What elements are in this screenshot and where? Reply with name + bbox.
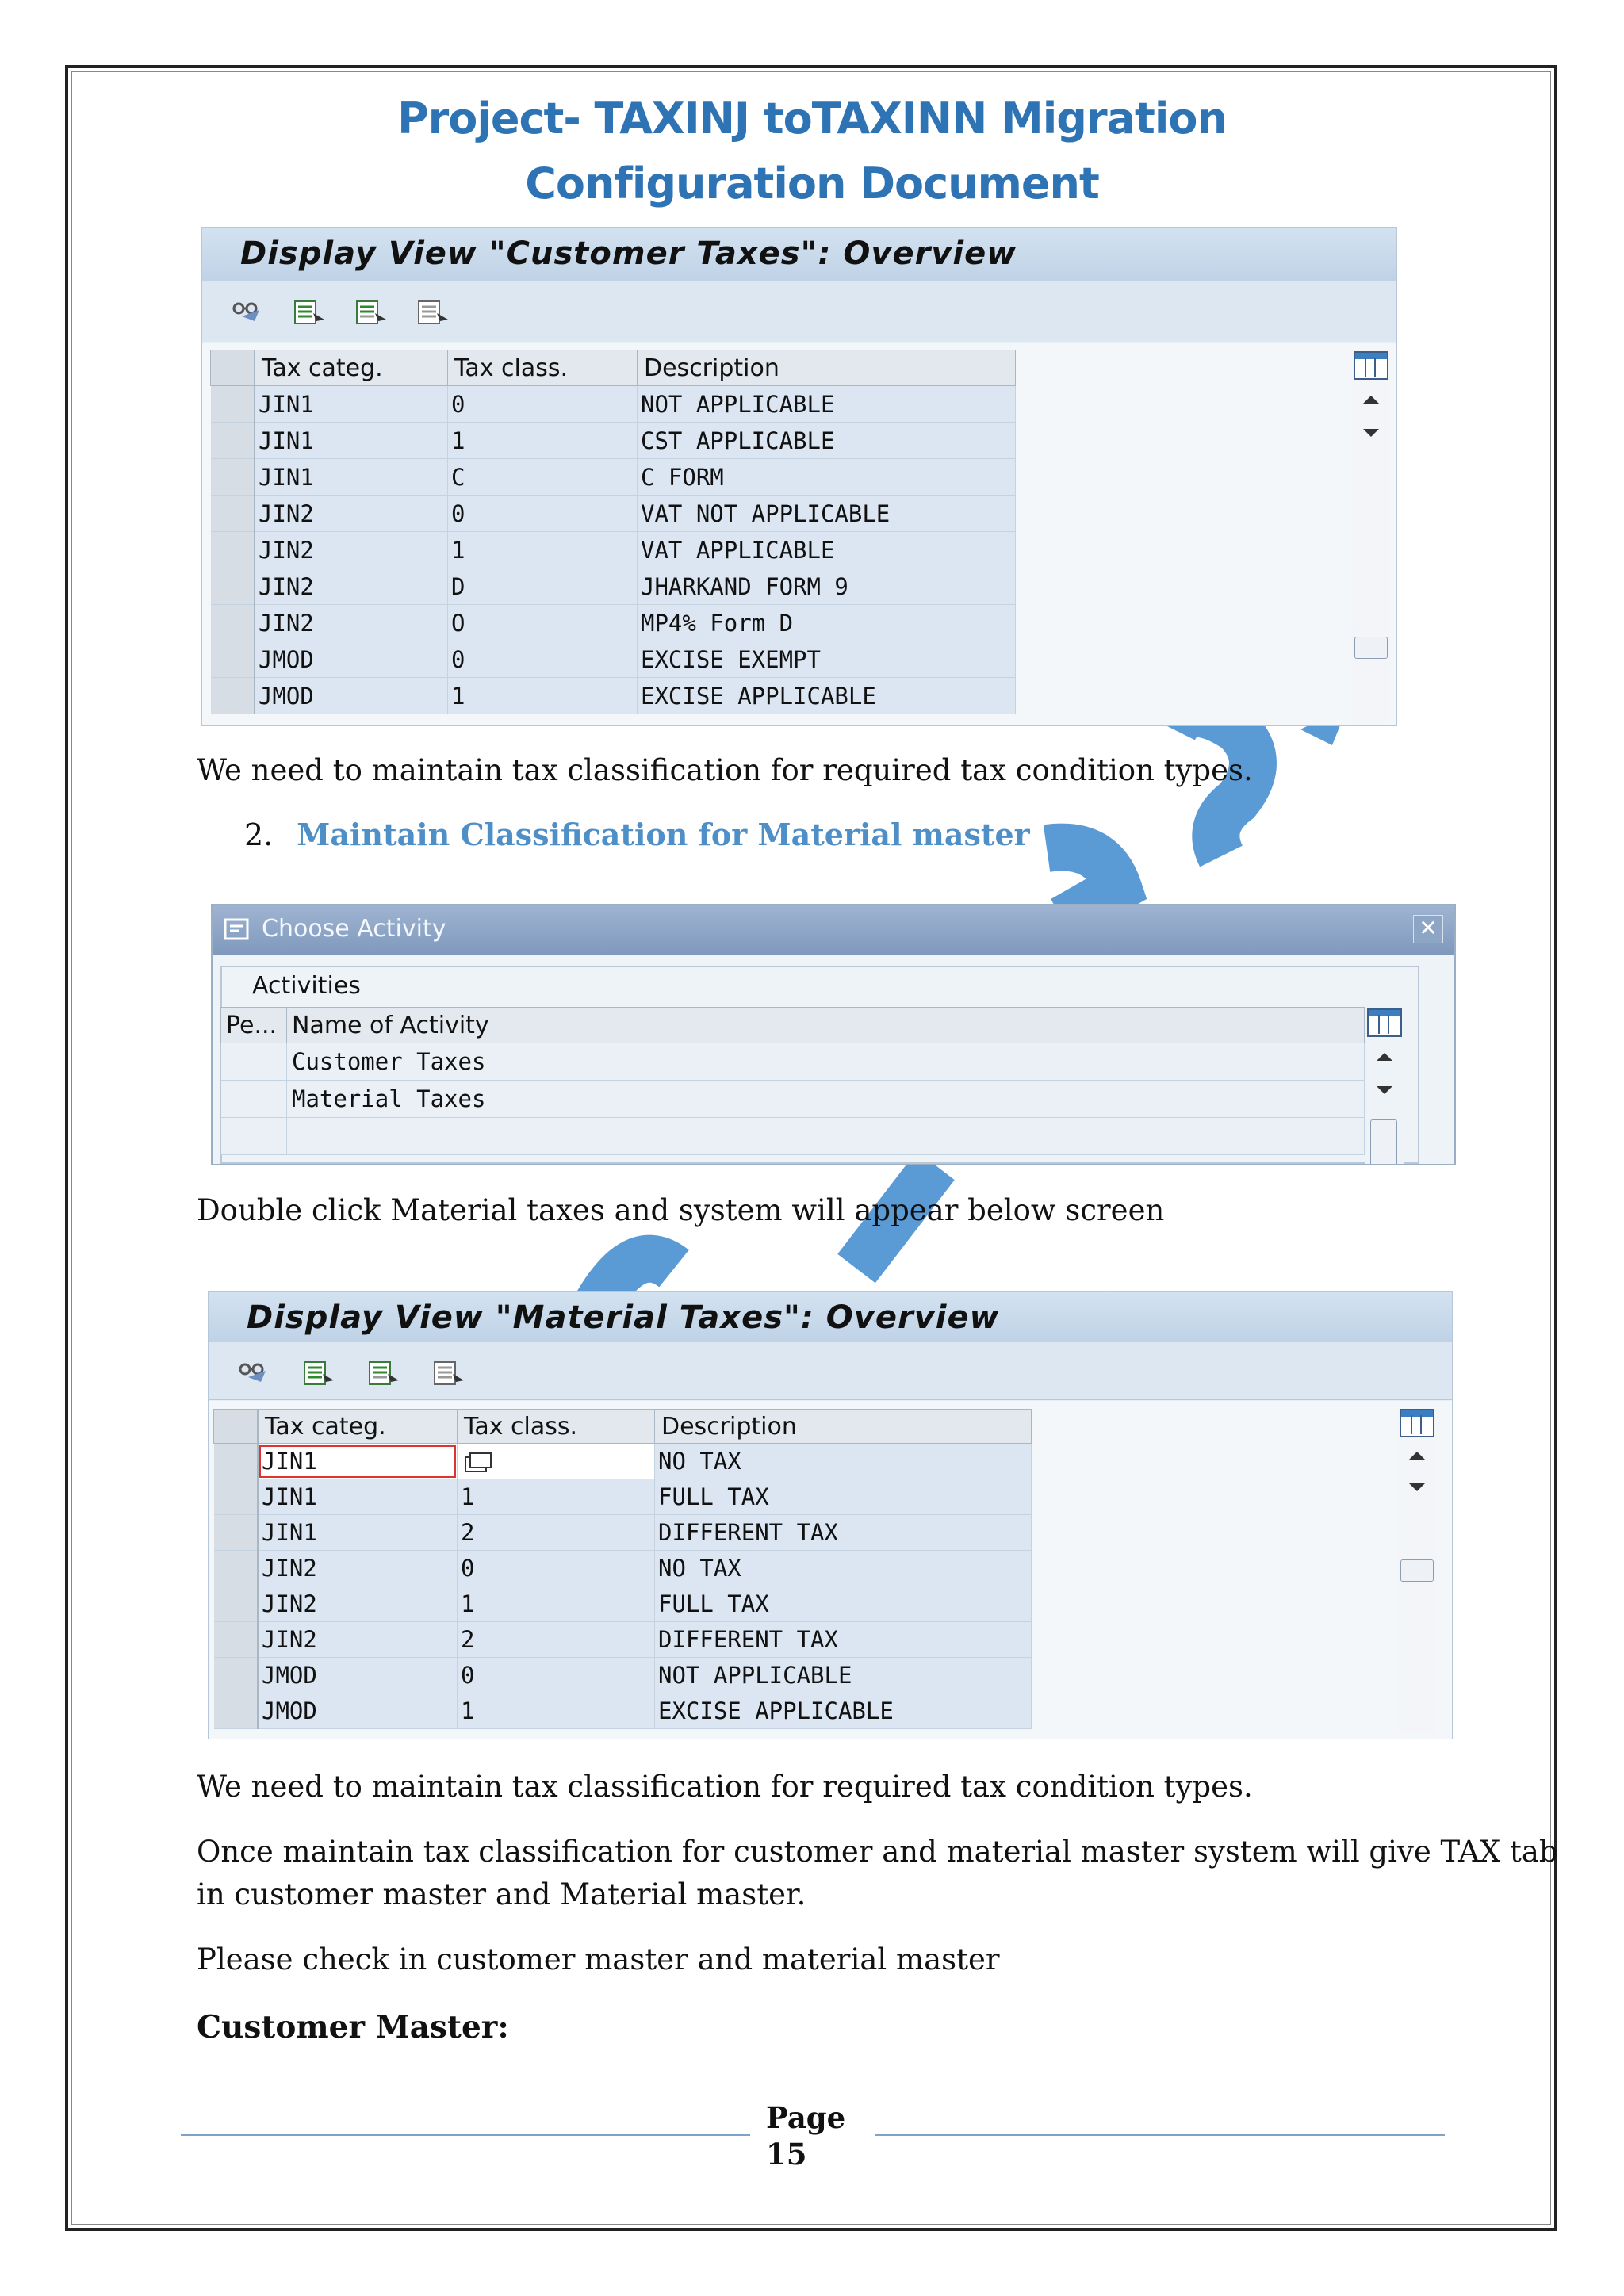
cell-tax-class: O [448,605,638,641]
table-row[interactable] [211,496,1016,532]
cell-tax-categ: JIN2 [255,532,448,568]
page-label: Page [766,2100,846,2135]
select-all-icon[interactable] [293,299,326,326]
scrollbar-thumb[interactable] [1370,1119,1397,1165]
table-area [209,1401,1452,1739]
paragraph: We need to maintain tax classification for required tax condition types. [197,1770,1253,1804]
cell-tax-categ: JIN2 [255,496,448,532]
paragraph-line: Once maintain tax classification for customer and material master system will give TAX tab [197,1835,1558,1869]
cell-tax-categ: JMOD [255,678,448,714]
table-row[interactable] [214,1551,1032,1586]
table-header-row [221,1008,1365,1043]
customer-taxes-table [210,350,1016,714]
cell-pe [221,1081,287,1118]
screen-title: Display View "Material Taxes": Overview [247,1299,1000,1336]
column-header-tax-categ[interactable]: Tax categ. [258,1410,458,1444]
cell-tax-class: 0 [448,641,638,678]
column-config-icon[interactable] [1400,1409,1434,1437]
cell-tax-class: C [448,459,638,496]
cell-tax-categ: JIN2 [258,1551,458,1586]
table-area [202,343,1396,725]
application-toolbar [202,281,1396,342]
row-selector[interactable] [211,568,255,605]
row-selector[interactable] [211,605,255,641]
close-icon[interactable]: ✕ [1413,915,1443,943]
document-title: Project- TAXINJ toTAXINN Migration [397,94,1227,144]
footer-rule-left [181,2134,750,2136]
cell-description: NO TAX [655,1551,1032,1586]
row-selector[interactable] [211,641,255,678]
scrollbar-thumb[interactable] [1400,1559,1434,1582]
table-row[interactable] [211,386,1016,423]
cell-description: DIFFERENT TAX [655,1515,1032,1551]
column-header-pe[interactable]: Pe... [221,1008,287,1043]
table-row[interactable] [214,1515,1032,1551]
row-selector[interactable] [214,1693,259,1729]
material-taxes-table [213,1409,1032,1729]
cell-description: NO TAX [655,1444,1032,1479]
cell-tax-categ: JIN2 [255,568,448,605]
page-number-value: 15 [766,2137,807,2172]
document-subtitle: Configuration Document [525,159,1099,209]
row-selector[interactable] [214,1515,259,1551]
choose-activity-dialog [211,904,1456,1165]
cell-description: FULL TAX [655,1479,1032,1515]
row-selector[interactable] [211,459,255,496]
footer-rule-right [875,2134,1445,2136]
row-selector[interactable] [214,1479,259,1515]
screen-title-bar [202,228,1396,282]
cell-tax-categ: JMOD [258,1658,458,1693]
customer-master-heading: Customer Master: [197,2009,509,2045]
cell-description: DIFFERENT TAX [655,1622,1032,1658]
table-header-row [214,1410,1032,1444]
row-selector[interactable] [211,386,255,423]
row-selector[interactable] [211,532,255,568]
cell-description: FULL TAX [655,1586,1032,1622]
screen-title: Display View "Customer Taxes": Overview [240,235,1017,272]
column-header-tax-class[interactable]: Tax class. [458,1410,655,1444]
column-header-description[interactable]: Description [655,1410,1032,1444]
cell-description: EXCISE EXEMPT [638,641,1016,678]
scroll-up-icon[interactable] [1363,396,1379,404]
column-header-tax-categ[interactable]: Tax categ. [255,350,448,386]
cell-tax-class: D [448,568,638,605]
row-selector[interactable] [211,678,255,714]
cell-tax-class: 0 [458,1658,655,1693]
cell-tax-categ: JIN2 [255,605,448,641]
table-row[interactable] [211,641,1016,678]
table-row[interactable] [214,1693,1032,1729]
column-config-icon[interactable] [1367,1008,1402,1037]
table-row[interactable] [214,1444,1032,1479]
glasses-icon[interactable] [237,1360,270,1387]
cell-description: VAT NOT APPLICABLE [638,496,1016,532]
cell-tax-categ: JIN1 [255,386,448,423]
cell-tax-class: 1 [458,1586,655,1622]
activity-material-taxes[interactable]: Material Taxes [287,1081,1365,1118]
select-all-icon[interactable] [302,1360,335,1387]
scroll-down-icon[interactable] [1377,1086,1392,1094]
select-block-icon[interactable] [367,1360,400,1387]
table-row[interactable] [214,1479,1032,1515]
cell-description: JHARKAND FORM 9 [638,568,1016,605]
cell-description: NOT APPLICABLE [638,386,1016,423]
deselect-icon[interactable] [432,1360,465,1387]
cell-description: MP4% Form D [638,605,1016,641]
paragraph: Double click Material taxes and system will appear below screen [197,1193,1165,1227]
dialog-title: Choose Activity [262,915,446,943]
cell-description: EXCISE APPLICABLE [655,1693,1032,1729]
cell-pe [221,1118,287,1155]
cell-description: NOT APPLICABLE [655,1658,1032,1693]
cell-tax-class: 1 [448,532,638,568]
cell-tax-categ: JIN2 [258,1586,458,1622]
scrollbar-thumb[interactable] [1354,637,1388,659]
activities-table [220,1007,1365,1155]
select-all-cell[interactable] [214,1410,259,1444]
vertical-scrollbar[interactable] [1365,1007,1404,1165]
paragraph: Please check in customer master and material master [197,1942,1000,1976]
column-config-icon[interactable] [1354,351,1388,380]
table-header-row [211,350,1016,386]
paragraph-line: in customer master and Material master. [197,1877,806,1911]
row-selector[interactable] [214,1444,259,1479]
cell-tax-categ: JIN2 [258,1622,458,1658]
column-header-tax-class[interactable]: Tax class. [448,350,638,386]
application-toolbar [209,1342,1452,1400]
deselect-icon[interactable] [416,299,450,326]
dialog-title-bar [213,905,1454,955]
cell-tax-categ: JIN1 [258,1515,458,1551]
select-all-cell[interactable] [211,350,255,386]
cell-tax-class: 1 [448,678,638,714]
cell-description: C FORM [638,459,1016,496]
cell-tax-class: 2 [458,1622,655,1658]
activities-group-label: Activities [252,972,361,1000]
table-row[interactable] [211,568,1016,605]
cell-tax-class: 0 [448,496,638,532]
table-row[interactable] [214,1622,1032,1658]
column-header-description[interactable]: Description [638,350,1016,386]
select-block-icon[interactable] [354,299,388,326]
cell-tax-categ[interactable]: JIN1 [258,1444,458,1479]
cell-tax-class: 0 [448,386,638,423]
scroll-up-icon[interactable] [1377,1053,1392,1061]
material-taxes-screen [208,1291,1453,1739]
scroll-down-icon[interactable] [1409,1483,1425,1491]
row-selector[interactable] [211,496,255,532]
table-row[interactable] [211,459,1016,496]
cell-pe [221,1043,287,1081]
row-selector[interactable] [214,1622,259,1658]
value-help-icon[interactable] [461,1451,496,1475]
customer-taxes-screen [201,227,1397,726]
dialog-icon [224,918,252,942]
activity-customer-taxes[interactable]: Customer Taxes [287,1043,1365,1081]
cell-tax-class[interactable] [458,1444,655,1479]
cell-tax-categ: JIN1 [255,423,448,459]
cell-description: CST APPLICABLE [638,423,1016,459]
scroll-up-icon[interactable] [1409,1452,1425,1460]
cell-tax-class: 0 [458,1551,655,1586]
paragraph: We need to maintain tax classification for required tax condition types. [197,753,1253,787]
page-number [766,2099,845,2172]
cell-tax-categ: JMOD [255,641,448,678]
scroll-down-icon[interactable] [1363,429,1379,437]
cell-tax-class: 1 [458,1693,655,1729]
vertical-scrollbar[interactable] [1352,351,1390,724]
cell-description: EXCISE APPLICABLE [638,678,1016,714]
list-item[interactable] [221,1081,1365,1118]
cell-tax-categ: JIN1 [258,1479,458,1515]
vertical-scrollbar[interactable] [1398,1409,1436,1734]
list-item[interactable] [221,1043,1365,1081]
table-row[interactable] [211,678,1016,714]
table-row[interactable] [214,1658,1032,1693]
table-row[interactable] [211,423,1016,459]
list-item[interactable] [221,1118,1365,1155]
table-row[interactable] [211,532,1016,568]
row-selector[interactable] [214,1586,259,1622]
row-selector[interactable] [214,1658,259,1693]
table-row[interactable] [211,605,1016,641]
row-selector[interactable] [211,423,255,459]
row-selector[interactable] [214,1551,259,1586]
cell-tax-class: 1 [448,423,638,459]
glasses-icon[interactable] [231,299,264,326]
section-number: 2. [244,817,274,852]
cell-tax-categ: JIN1 [255,459,448,496]
cell-tax-class: 1 [458,1479,655,1515]
activity-empty [287,1118,1365,1155]
screen-title-bar [209,1292,1452,1343]
section-heading [244,817,1030,852]
table-row[interactable] [214,1586,1032,1622]
cell-tax-class: 2 [458,1515,655,1551]
cell-tax-categ: JMOD [258,1693,458,1729]
cell-description: VAT APPLICABLE [638,532,1016,568]
section-title: Maintain Classification for Material master [297,817,1030,852]
column-header-name-of-activity[interactable]: Name of Activity [287,1008,1365,1043]
